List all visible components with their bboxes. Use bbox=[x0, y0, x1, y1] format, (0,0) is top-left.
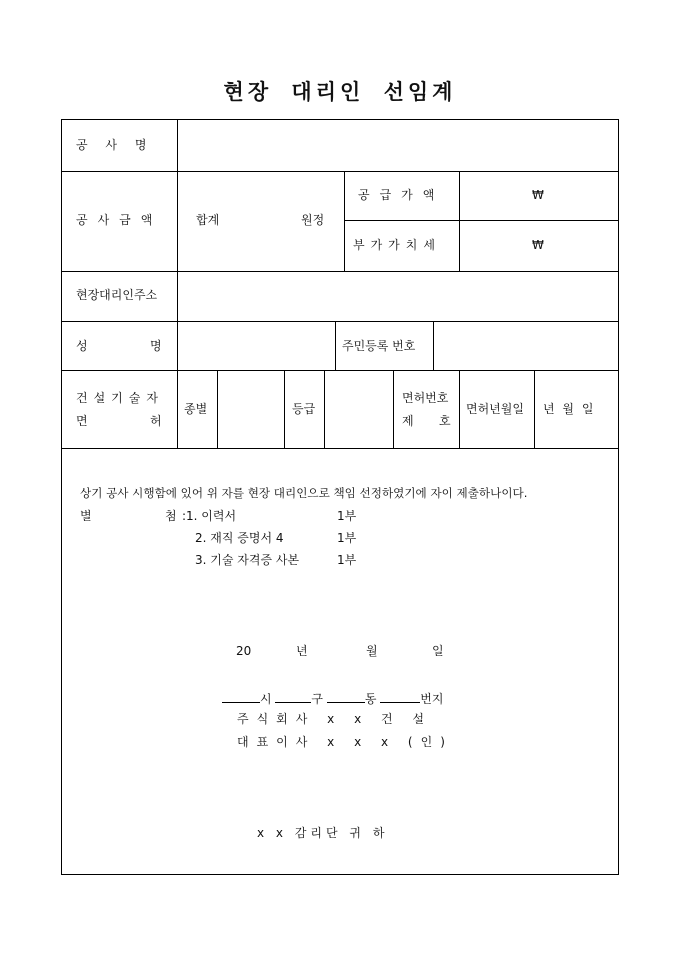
license-label-line1: 건설기술자 bbox=[76, 391, 164, 405]
license-no-label-line1: 면허번호 bbox=[402, 391, 449, 405]
appointment-form bbox=[61, 119, 619, 875]
name-label-second: 명 bbox=[150, 339, 162, 353]
col-divider bbox=[344, 171, 345, 271]
col-divider bbox=[459, 370, 460, 448]
address-label: 현장대리인주소 bbox=[76, 288, 158, 302]
license-label-line2a: 면 bbox=[76, 414, 88, 428]
col-divider bbox=[335, 321, 336, 370]
total-label: 합계 bbox=[196, 213, 220, 227]
address-line bbox=[222, 689, 443, 707]
statement-text: 상기 공사 시행함에 있어 위 자를 현장 대리인으로 책임 선정하였기에 자이 제출하나이다. bbox=[80, 486, 528, 500]
type-label: 종별 bbox=[184, 402, 208, 416]
attachment-label-first: 별 bbox=[80, 509, 92, 523]
col-divider bbox=[284, 370, 285, 448]
row-divider bbox=[62, 171, 618, 172]
col-divider bbox=[459, 171, 460, 271]
won-label: 원정 bbox=[301, 213, 325, 227]
grade-label: 등급 bbox=[292, 402, 316, 416]
row-divider bbox=[62, 321, 618, 322]
company-name: 주식회사 x x 건 설 bbox=[237, 712, 433, 726]
col-divider bbox=[433, 321, 434, 370]
supply-value-label: 공급가액 bbox=[358, 188, 445, 202]
supply-currency: ₩ bbox=[532, 188, 544, 202]
attachment-item-count: 1부 bbox=[337, 509, 357, 523]
vat-label: 부가가치세 bbox=[353, 238, 441, 252]
attachment-item-name: 2. 재직 증명서 4 bbox=[195, 531, 284, 545]
license-date-label: 면허년월일 bbox=[466, 402, 524, 416]
attachment-item-name: :1. 이력서 bbox=[182, 509, 237, 523]
date-year: 20 bbox=[236, 644, 252, 658]
project-amount-label: 공사금액 bbox=[76, 213, 163, 227]
addr-si: 시 bbox=[260, 692, 272, 706]
attachment-item-name: 3. 기술 자격증 사본 bbox=[195, 553, 300, 567]
date-year-unit: 년 bbox=[296, 644, 308, 658]
col-divider bbox=[217, 370, 218, 448]
row-divider bbox=[62, 448, 618, 449]
addr-dong: 동 bbox=[364, 692, 377, 706]
document-title: 현장 대리인 선임계 bbox=[223, 79, 457, 104]
date-month-unit: 월 bbox=[366, 644, 378, 658]
col-divider bbox=[393, 370, 394, 448]
date-day-unit: 일 bbox=[432, 644, 444, 658]
license-no-label-line2a: 제 bbox=[402, 414, 414, 428]
attachment-label-second: 첨 bbox=[165, 509, 177, 523]
row-divider bbox=[344, 220, 618, 221]
addr-gu: 구 bbox=[311, 692, 324, 706]
project-name-label: 공 사 명 bbox=[76, 138, 147, 152]
license-label-line2b: 허 bbox=[150, 414, 162, 428]
attachment-item-count: 1부 bbox=[337, 531, 357, 545]
license-date-value: 년 월 일 bbox=[543, 402, 594, 416]
col-divider bbox=[534, 370, 535, 448]
addr-beonji: 번지 bbox=[420, 692, 444, 706]
license-no-label-line2b: 호 bbox=[439, 414, 451, 428]
blank-si bbox=[222, 689, 260, 703]
blank-dong bbox=[327, 689, 365, 703]
attachment-item-count: 1부 bbox=[337, 553, 357, 567]
col-divider bbox=[177, 120, 178, 448]
recipient: x x 감리단 귀 하 bbox=[257, 826, 389, 840]
blank-beonji bbox=[380, 689, 420, 703]
col-divider bbox=[324, 370, 325, 448]
vat-currency: ₩ bbox=[532, 238, 544, 252]
row-divider bbox=[62, 271, 618, 272]
resident-no-label: 주민등록 번호 bbox=[342, 339, 416, 353]
ceo-signature: 대표이사 x x x (인) bbox=[237, 735, 453, 749]
blank-gu bbox=[275, 689, 311, 703]
name-label-first: 성 bbox=[76, 339, 88, 353]
